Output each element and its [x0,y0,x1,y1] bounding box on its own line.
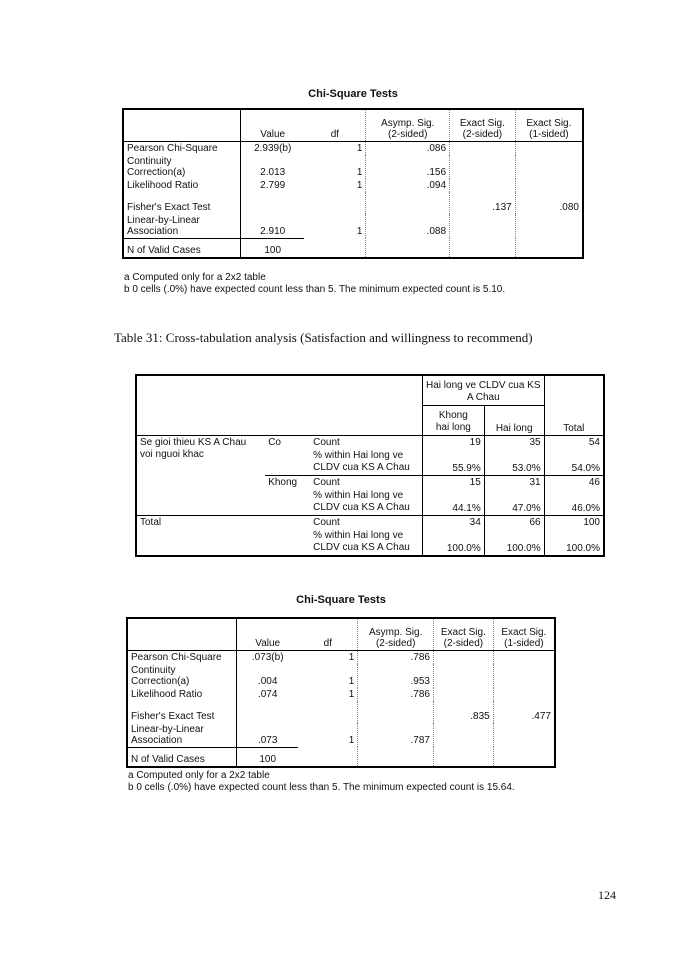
chi2-title: Chi-Square Tests [296,594,386,606]
chi2-header-exact1: Exact Sig. (1-sided) [493,618,555,650]
chi2-footnote-b: b 0 cells (.0%) have expected count less than 5. The minimum expected count is 15.64. [128,782,515,793]
chi2-table [126,617,556,768]
table-row: Pearson Chi-Square 2.939(b) 1 .086 [123,141,583,155]
chi1-table [122,108,584,259]
crosstab-table [135,374,605,557]
table-row: Fisher's Exact Test .835 .477 [127,701,555,723]
table-row: % within Hai long ve CLDV cua KS A Chau 100.0% 100.0% 100.0% [136,529,604,556]
chi2-header-exact2: Exact Sig. (2-sided) [434,618,494,650]
chi1-title: Chi-Square Tests [308,88,398,100]
chi2-footnote-a: a Computed only for a 2x2 table [128,770,270,781]
crosstab-group-header: Hai long ve CLDV cua KS A Chau [422,375,544,405]
table-row: Linear-by-Linear Association 2.910 1 .088 [123,214,583,239]
table-row: Se gioi thieu KS A Chau voi nguoi khac Co Count 19 35 54 [136,435,604,449]
table-row: % within Hai long ve CLDV cua KS A Chau 44.1% 47.0% 46.0% [136,489,604,516]
chi1-header-exact1: Exact Sig. (1-sided) [515,109,583,141]
table-caption: Table 31: Cross-tabulation analysis (Satisfaction and willingness to recommend) [114,330,533,345]
table-row: Pearson Chi-Square .073(b) 1 .786 [127,650,555,664]
chi1-footnote-a: a Computed only for a 2x2 table [124,272,266,283]
crosstab-col-total: Total [544,375,604,435]
table-row: Fisher's Exact Test .137 .080 [123,192,583,214]
chi2-header-asymp: Asymp. Sig. (2-sided) [358,618,434,650]
chi1-header-asymp: Asymp. Sig. (2-sided) [366,109,450,141]
table-row: Total Count 34 66 100 [136,515,604,529]
table-row: Likelihood Ratio 2.799 1 .094 [123,179,583,192]
table-row: Continuity Correction(a) .004 1 .953 [127,664,555,688]
table-row: Continuity Correction(a) 2.013 1 .156 [123,155,583,179]
table-row: Linear-by-Linear Association .073 1 .787 [127,723,555,748]
table-row: N of Valid Cases 100 [127,747,555,767]
chi1-footnote-b: b 0 cells (.0%) have expected count less than 5. The minimum expected count is 5.10. [124,284,506,295]
chi1-header-value: Value [241,109,305,141]
crosstab-row-variable: Se gioi thieu KS A Chau voi nguoi khac [140,436,247,460]
table-row: Khong Count 15 31 46 [136,475,604,489]
chi1-header-df: df [304,109,366,141]
table-row: N of Valid Cases 100 [123,238,583,258]
chi2-header-df: df [298,618,358,650]
chi2-header-value: Value [237,618,299,650]
crosstab-col-hailong: Hai long [484,405,544,435]
page-number: 124 [598,888,616,902]
table-row: % within Hai long ve CLDV cua KS A Chau 55.9% 53.0% 54.0% [136,449,604,476]
crosstab-col-khong: Khong hai long [422,405,484,435]
chi1-header-exact2: Exact Sig. (2-sided) [450,109,516,141]
table-row: Likelihood Ratio .074 1 .786 [127,688,555,701]
